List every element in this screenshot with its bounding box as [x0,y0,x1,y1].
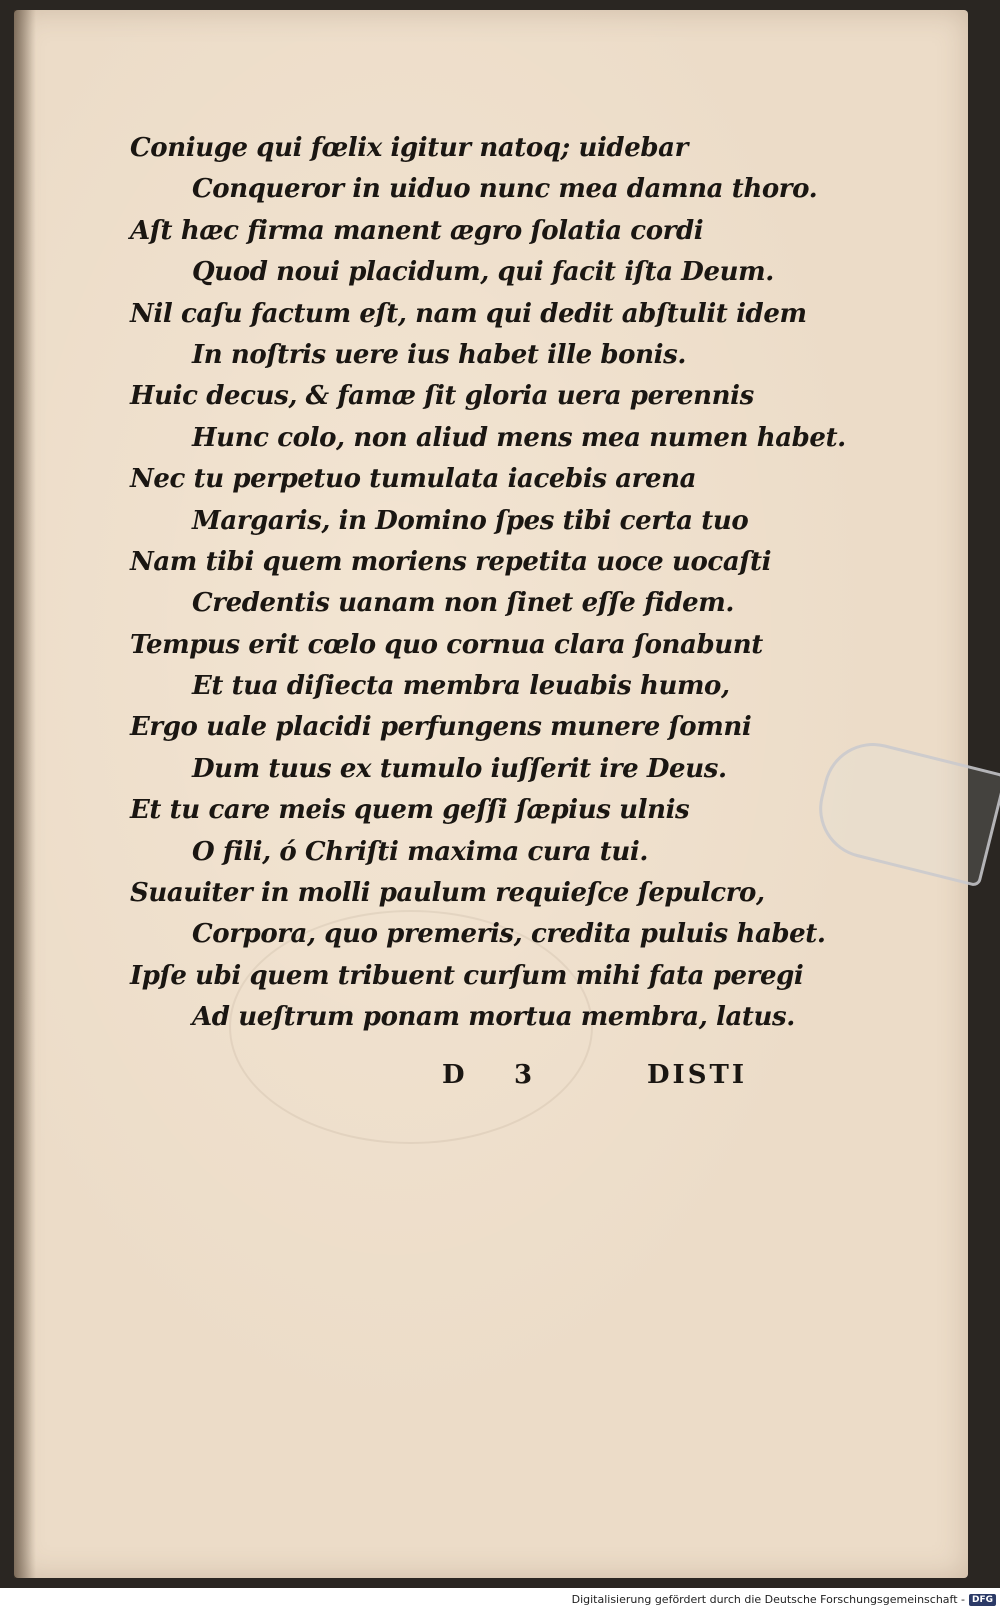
poem-line: Coniuge qui fœlix igitur natoq; uidebar [130,133,688,163]
poem-line: Nec tu perpetuo tumulata iacebis arena [130,464,697,495]
poem-line: Tempus erit cœlo quo cornua clara ſonabunt [130,629,763,660]
poem-line: Aſt hæc firma manent ægro ſolatia cordi [130,215,704,246]
poem-line: O fili, ó Chriſti maxima cura tui. [192,836,649,867]
poem-line: Et tua diſiecta membra leuabis humo, [192,671,730,702]
dfg-logo-icon: DFG [969,1594,996,1606]
credit-text: Digitalisierung gefördert durch die Deutsche Forschungsgemeinschaft - [571,1593,965,1606]
signature-letter: D [442,1060,465,1090]
poem-line: Credentis uanam non ſinet eſſe fidem. [192,588,735,619]
poem-line: Margaris, in Domino ſpes tibi certa tuo [192,505,749,536]
signature-number: 3 [514,1060,533,1090]
digitization-credit [572,1593,996,1606]
poem-line: Suauiter in molli paulum requieſce ſepulcro, [130,878,765,909]
poem-line: Ergo uale placidi perfungens munere ſomni [130,712,752,743]
signature-line [442,1060,802,1104]
poem-line: Hunc colo, non aliud mens mea numen habet. [192,422,846,453]
poem-line: Huic decus, & famæ ſit gloria uera perennis [130,381,754,412]
poem-line: Et tu care meis quem geſſi ſæpius ulnis [130,795,690,826]
poem-line: Dum tuus ex tumulo iuſſerit ire Deus. [192,753,727,784]
poem-line: Corpora, quo premeris, credita puluis habet. [192,919,826,950]
poem-line: Ad ueſtrum ponam mortua membra, latus. [192,1002,795,1033]
gutter-shadow [14,10,36,1578]
poem-line: Quod noui placidum, qui facit iſta Deum. [192,257,774,288]
poem-line: Nam tibi quem moriens repetita uoce uocaſti [130,546,772,577]
poem-text [114,128,846,1039]
poem-line: Ipſe ubi quem tribuent curſum mihi fata peregi [130,960,804,991]
poem-line: Nil caſu factum eſt, nam qui dedit abſtulit idem [130,298,807,329]
poem-line: In noſtris uere ius habet ille bonis. [192,339,686,370]
catchword: DISTI [647,1060,747,1090]
poem-line: Conqueror in uiduo nunc mea damna thoro. [192,174,818,205]
